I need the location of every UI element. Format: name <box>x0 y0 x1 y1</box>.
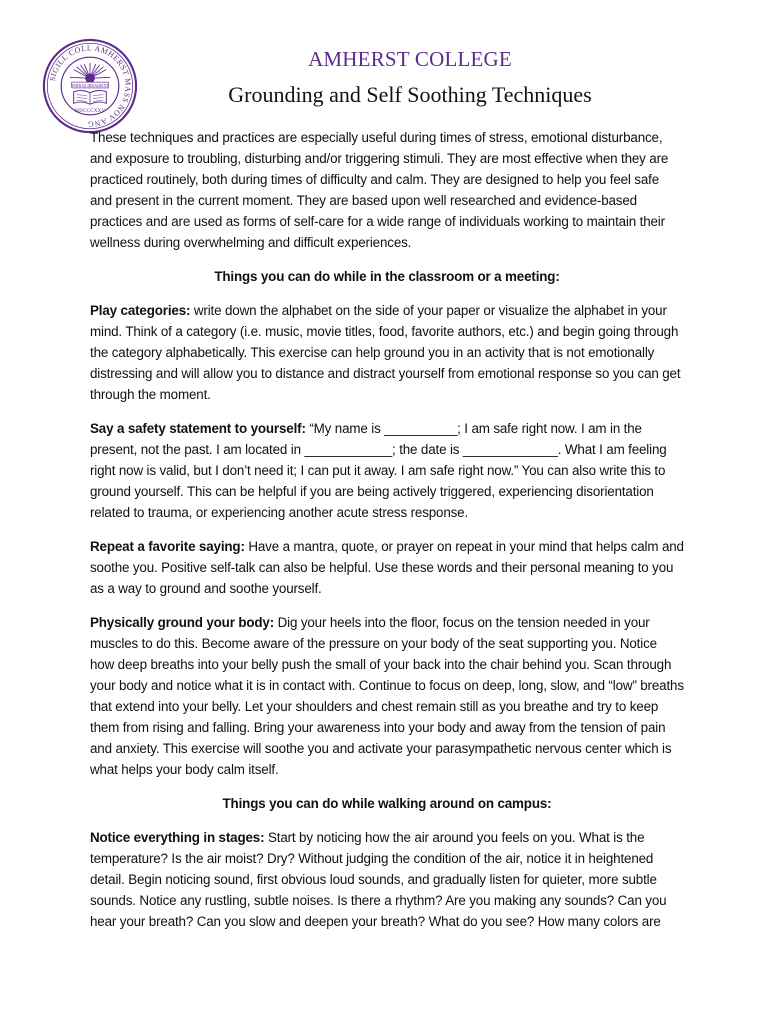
technique-text: “My name is __________; I am safe right now. I am in the present, not the past. I am located in ____________; the date is _____________. What I am feeling right now is valid, but I don’t need it; I can put it away. I am safe right now.” You can also write this to ground yourself. This can be helpful if you are being actively triggered, experiencing disorientation related to trauma, or experiencing another acute stress response. <box>90 421 667 520</box>
section-heading-campus: Things you can do while walking around on campus: <box>222 796 552 811</box>
svg-text:TERRAS IRRADIENT: TERRAS IRRADIENT <box>70 82 110 88</box>
technique-text: Start by noticing how the air around you feels on you. What is the temperature? Is the air moist? Dry? Without judging the condition of the air, notice it in heightened detail. Begin noticing sound, first obvious loud sounds, and gradually listen for quieter, more subtle sounds. Notice any rustling, subtle noises. Is there a rhythm? Are you making any sounds? Can you hear your breath? Can you slow and deepen your breath? What do you see? How many colors are <box>90 830 667 929</box>
svg-text:MDCCCXXV: MDCCCXXV <box>74 108 106 114</box>
technique-paragraph <box>90 536 684 599</box>
document-body <box>90 127 684 945</box>
technique-paragraph <box>90 418 684 523</box>
intro-paragraph: These techniques and practices are especially useful during times of stress, emotional disturbance, and exposure to troubling, disturbing and/or triggering stimuli. They are most effective when they are practiced routinely, both during times of difficulty and calm. They are designed to help you feel safe and present in the current moment. They are based upon well researched and evidence-based practices and are used as forms of self-care for a wide range of individuals working to maintain their wellness during overwhelming and difficult experiences. <box>90 130 669 250</box>
college-name: AMHERST COLLEGE <box>308 47 512 71</box>
technique-title: Physically ground your body: <box>90 615 275 630</box>
technique-title: Notice everything in stages: <box>90 830 265 845</box>
technique-paragraph <box>90 827 684 932</box>
section-heading-classroom: Things you can do while in the classroom or a meeting: <box>214 269 560 284</box>
college-seal-logo <box>42 38 138 134</box>
page-title: Grounding and Self Soothing Techniques <box>228 82 592 107</box>
svg-text:SIGILL COLL AMHERST MASS NOV A: SIGILL COLL AMHERST MASS NOV ANG <box>47 43 133 129</box>
technique-text: Dig your heels into the floor, focus on the tension needed in your muscles to do this. Become aware of the pressure on your body of the seat supporting you. Notice how deep breaths into your belly push the small of your back into the chair behind you. Scan through your body and notice what it is in contact with. Continue to focus on deep, long, slow, and “low” breaths that extend into your belly. Let your shoulders and chest remain still as you breathe and try to keep them from rising and falling. Bring your awareness into your body and away from the tension of pain and anxiety. This exercise will soothe you and activate your parasympathetic nervous center which is what helps your body calm itself. <box>90 615 684 777</box>
technique-paragraph <box>90 300 684 405</box>
technique-title: Say a safety statement to yourself: <box>90 421 306 436</box>
technique-paragraph <box>90 612 684 780</box>
technique-text: write down the alphabet on the side of your paper or visualize the alphabet in your mind. Think of a category (i.e. music, movie titles, food, favorite authors, etc.) and begin going through the category alphabetically. This exercise can help ground you in an activity that is not emotionally distressing and will allow you to distance and distract yourself from emotional response so you can get through the moment. <box>90 303 681 402</box>
technique-title: Play categories: <box>90 303 191 318</box>
technique-title: Repeat a favorite saying: <box>90 539 245 554</box>
technique-text: Have a mantra, quote, or prayer on repeat in your mind that helps calm and soothe you. Positive self-talk can also be helpful. Use these words and their personal meaning to you as a way to ground and soothe yourself. <box>90 539 684 596</box>
